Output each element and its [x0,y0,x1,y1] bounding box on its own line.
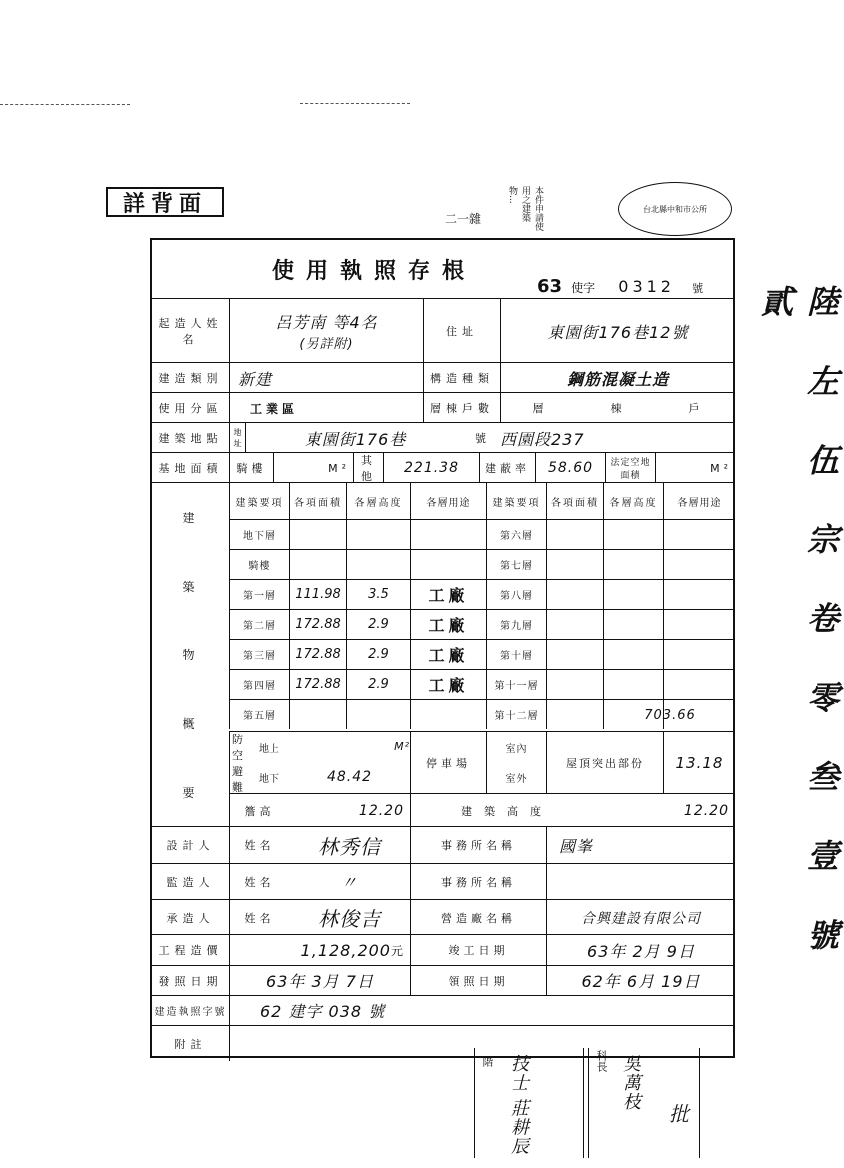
floor-height [603,519,663,549]
floor-height: 3.5 [346,579,410,609]
applicant-address: 東園街176巷12號 [500,299,735,363]
official-seal: 台北縣中和市公所 [618,182,732,236]
floor-use [410,519,486,549]
floor-area: 172.88 [289,669,346,699]
floor-name: 第十一層 [486,669,546,699]
floor-area: 111.98 [289,579,346,609]
floor-name: 第十二層 [486,699,546,729]
stamp-label: 詳背面 [106,187,224,217]
floor-height [603,639,663,669]
floor-use: 工廠 [410,639,486,669]
floor-use [410,549,486,579]
floor-height [603,609,663,639]
floor-name: 第一層 [229,579,289,609]
floor-area [546,519,603,549]
floor-name: 第二層 [229,609,289,639]
floor-height [603,669,663,699]
floor-name: 第七層 [486,549,546,579]
applicant-row: 起造人姓名 呂芳南 等4名 (另詳附) 住址 東園街176巷12號 [152,298,735,363]
site-row: 建築地點 地址 東園街176巷 號 西園段237 [152,422,735,453]
floor-use [663,639,735,669]
floor-height [346,699,410,729]
floor-use [663,519,735,549]
floor-area [546,549,603,579]
floor-name: 第三層 [229,639,289,669]
floor-use: 工廠 [410,669,486,699]
floor-name: 第十層 [486,639,546,669]
signature-box-right: 科長 吳萬枝 批 [588,1048,700,1158]
signature-box-left: 階 技士 莊耕辰 [474,1048,584,1158]
floor-name: 第九層 [486,609,546,639]
floor-area [289,549,346,579]
zone-row: 使用分區 工業區 層棟戶數 層 棟 戶 [152,392,735,423]
floor-name: 第四層 [229,669,289,699]
floor-name: 第八層 [486,579,546,609]
floor-height [346,519,410,549]
floor-area [546,609,603,639]
floor-area [546,699,603,729]
floor-height: 2.9 [346,669,410,699]
floor-use [663,579,735,609]
floor-use [663,549,735,579]
cost-section: 工程造價 1,128,200 元 竣工日期 63年 2月 9日 發照日期 63年 3月 7日 領照日期 62年 6月 19日 建造執照字號 62 建字 038 號 附註 [152,934,735,1061]
floor-area: 172.88 [289,639,346,669]
building-section: 建 築 物 概 要 建築要項 各項面積 各層高度 各層用途 建築要項 各項面積 各層高度 各層用途 地下層 第六層 騎樓 第七層 第一層 111.98 3.5 第八層 第二層 172.88 2.9 第九層 第三層 172.88 2.9 第十層 第四層 172.88 2.9 第十一層 第五層 第十二層 工廠 工廠 工廠 工廠 703.66 防空避難 地上 地下 M² 48.42 停車場 室內 室外 屋頂突出部份 13.18 簷高 12.20 建築高度 12.20 [152,482,735,827]
floor-name: 地下層 [229,519,289,549]
floor-name: 第六層 [486,519,546,549]
floor-use: 工廠 [410,609,486,639]
floor-area [546,669,603,699]
floor-area [546,639,603,669]
floor-height [346,549,410,579]
floor-use [410,699,486,729]
file-number-annotation: 陸 左 伍 宗 卷 零 叁 壹 號 貳 [756,285,840,969]
floor-area: 172.88 [289,609,346,639]
people-section: 設計人 姓名 林秀信 事務所名稱 國峯 監造人 姓名 〃 事務所名稱 承造人 姓名 林俊吉 營造廠名稱 合興建設有限公司 [152,826,735,935]
scan-artifact-line [0,104,130,105]
floor-height: 2.9 [346,609,410,639]
floor-area [289,699,346,729]
floor-use [663,669,735,699]
floor-use: 工廠 [410,579,486,609]
floor-height: 2.9 [346,639,410,669]
category-row: 建造類別 新建 構造種類 鋼筋混凝土造 [152,362,735,393]
permit-number: 63 使字 0312 號 [537,276,704,297]
applicant-name: 呂芳南 等4名 (另詳附) [229,299,423,363]
total-area: 703.66 [644,707,696,723]
form-title: 使用執照存根 [272,258,477,284]
floor-area [546,579,603,609]
permit-form [150,238,735,1058]
area-row: 基地面積 騎樓 M² 其他 221.38 建蔽率 58.60 法定空地面積 M² [152,452,735,483]
corner-note: 二一雜 [445,212,482,226]
floor-height [603,579,663,609]
floor-height [603,549,663,579]
floor-area [289,519,346,549]
floor-use [663,609,735,639]
scan-artifact-line [300,103,410,104]
top-right-note: 本件申請使用之建築物... [507,186,543,231]
floor-name: 騎樓 [229,549,289,579]
floor-name: 第五層 [229,699,289,729]
